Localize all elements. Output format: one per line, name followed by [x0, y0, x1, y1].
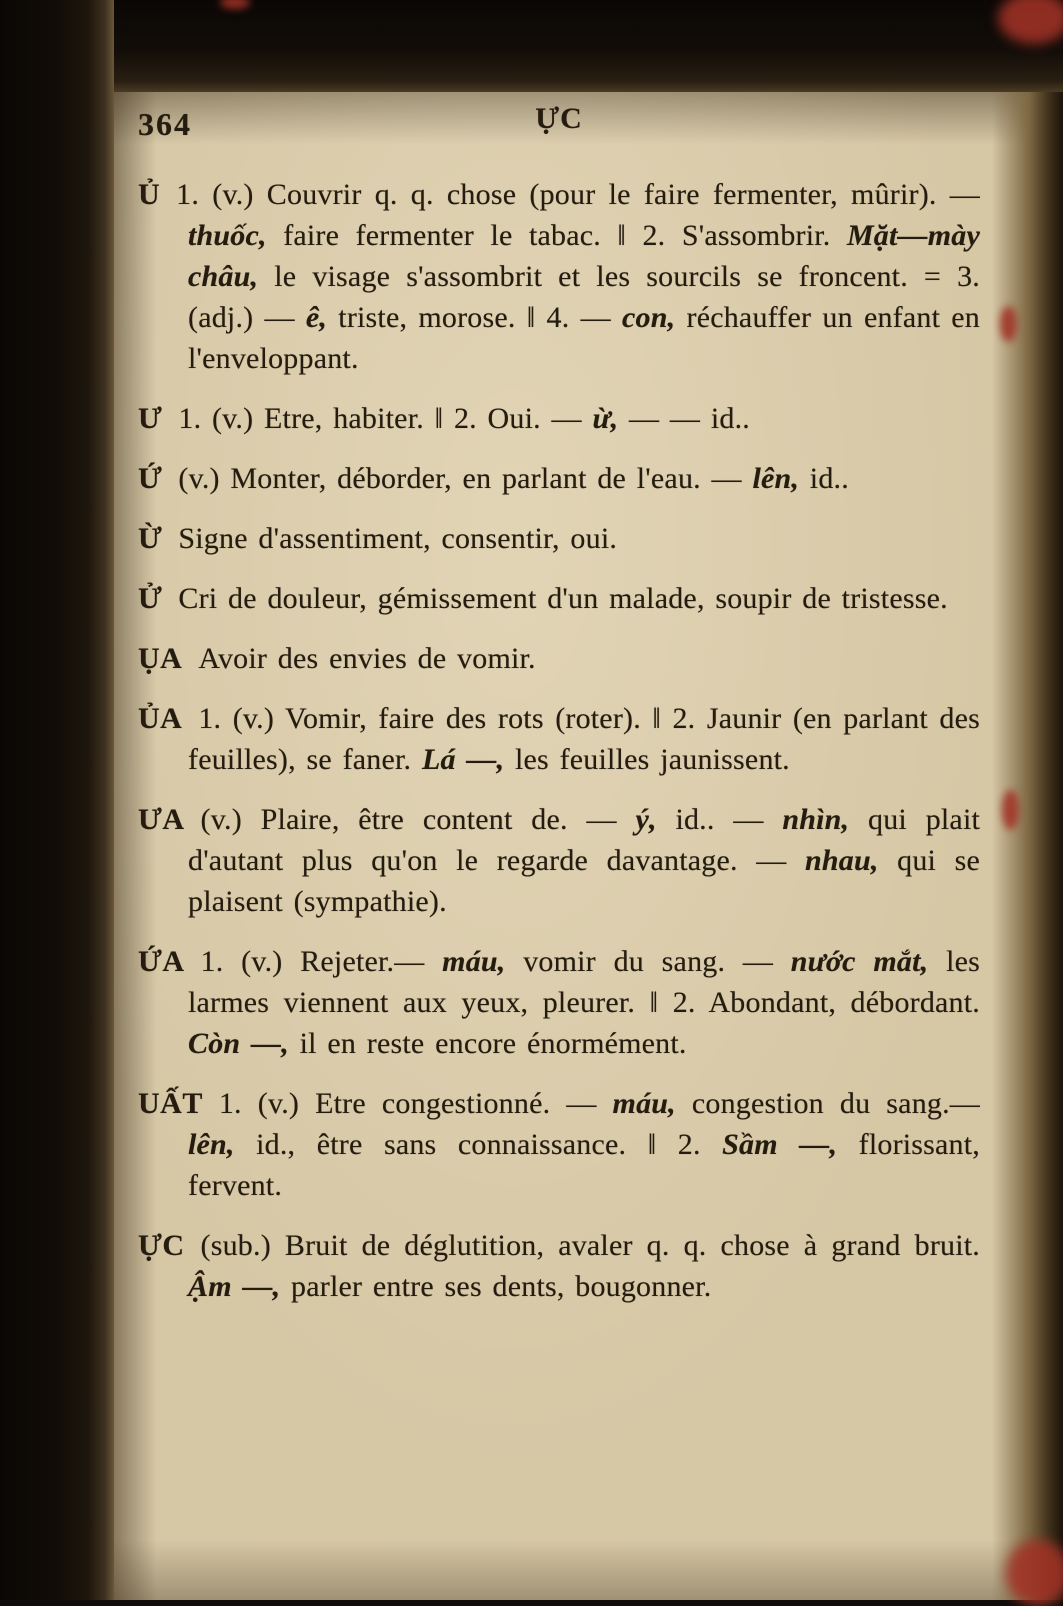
vietnamese-term: nhìn, [782, 803, 850, 836]
definition-text: Cri de douleur, gémissement d'un malade, soupir de tristesse. [178, 582, 948, 615]
page-edge-red-mark [1002, 790, 1019, 830]
definition-text: Signe d'assentiment, consentir, oui. [178, 522, 618, 555]
entry-headword: ỦA [138, 702, 183, 735]
definition-text: (v.) Monter, déborder, en parlant de l'eau. — [178, 462, 753, 495]
definition-text: qui plait d'autant plus qu'on le regarde davantage. — [188, 803, 981, 877]
page-edge-red-mark [1006, 1540, 1063, 1606]
entry-headword: ỤA [138, 642, 183, 675]
entry-headword: Ủ [138, 178, 161, 211]
definition-text: triste, morose. ‖ 4. — [327, 301, 623, 334]
entry-headword: ƯA [138, 803, 185, 836]
definition-text: parler entre ses dents, bougonner. [280, 1270, 712, 1303]
definition-text: faire fermenter le tabac. ‖ 2. S'assombrir. [266, 219, 847, 252]
definition-text: id.. [799, 462, 849, 495]
definition-text: congestion du sang.— [675, 1087, 981, 1120]
dictionary-entry [138, 518, 980, 559]
dictionary-entry [138, 638, 980, 679]
scan-border-left [0, 0, 114, 1600]
dictionary-entry [138, 941, 980, 1064]
definition-text: 1. (v.) Vomir, faire des rots (roter). ‖ 2. Jaunir (en parlant des feuilles), se faner. [188, 702, 980, 776]
page-number: 364 [138, 106, 192, 142]
vietnamese-term: Mặt—mày châu, [188, 219, 980, 293]
definition-text: 1. (v.) Couvrir q. q. chose (pour le faire fermenter, mûrir). — [176, 178, 980, 211]
vietnamese-term: Lá —, [421, 743, 505, 776]
vietnamese-term: Còn —, [188, 1027, 289, 1060]
page-header [138, 102, 980, 154]
vietnamese-term: ý, [635, 803, 657, 836]
definition-text: 1. (v.) Rejeter.— [200, 945, 443, 978]
vietnamese-term: ê, [305, 301, 328, 334]
dictionary-entry [138, 578, 980, 619]
dictionary-entry [138, 1083, 980, 1206]
vietnamese-term: nước mắt, [790, 945, 929, 978]
vietnamese-term: lên, [752, 462, 800, 495]
definition-text: id., être sans connaissance. ‖ 2. [234, 1128, 723, 1161]
running-head: ỰC [535, 102, 583, 135]
page-text-block [138, 102, 980, 1326]
entry-headword: UẤT [138, 1087, 203, 1120]
definition-text: qui se plaisent (sympathie). [188, 844, 980, 918]
dictionary-entry [138, 458, 980, 499]
definition-text: 1. (v.) Etre congestionné. — [218, 1087, 613, 1120]
definition-text: il en reste encore énormément. [288, 1027, 687, 1060]
vietnamese-term: thuốc, [188, 219, 267, 252]
vietnamese-term: lên, [188, 1128, 235, 1161]
dictionary-entry [138, 174, 980, 379]
vietnamese-term: con, [622, 301, 676, 334]
vietnamese-term: Sầm —, [722, 1128, 838, 1161]
definition-text: les feuilles jaunissent. [504, 743, 790, 776]
entry-headword: Ừ [138, 522, 163, 555]
entry-headword: ỰC [138, 1229, 185, 1262]
definition-text: id.. — [656, 803, 783, 836]
entry-headword: Ư [138, 402, 163, 435]
dictionary-entry [138, 698, 980, 780]
definition-text: le visage s'assombrit et les sourcils se froncent. = 3. (adj.) — [188, 260, 980, 334]
definition-text: 1. (v.) Etre, habiter. ‖ 2. Oui. — [178, 402, 593, 435]
vietnamese-term: ừ, [592, 402, 619, 435]
entry-headword: Ử [138, 582, 163, 615]
dictionary-entry [138, 398, 980, 439]
definition-text: vomir du sang. — [505, 945, 791, 978]
definition-text: (v.) Plaire, être content de. — [200, 803, 636, 836]
vietnamese-term: nhau, [805, 844, 879, 877]
vietnamese-term: máu, [442, 945, 506, 978]
scan-border-top [0, 0, 1063, 92]
entry-headword: ỨA [138, 945, 185, 978]
definition-text: (sub.) Bruit de déglutition, avaler q. q. chose à grand bruit. [200, 1229, 980, 1262]
dictionary-entry [138, 1225, 980, 1307]
definition-text: — — id.. [618, 402, 750, 435]
definition-text: les larmes viennent aux yeux, pleurer. ‖ 2. Abondant, débordant. [188, 945, 980, 1019]
vietnamese-term: Ậm —, [188, 1270, 281, 1303]
entries [138, 174, 980, 1307]
dictionary-entry [138, 799, 980, 922]
vietnamese-term: máu, [612, 1087, 676, 1120]
entry-headword: Ứ [138, 462, 163, 495]
page-edge-red-mark [1000, 306, 1017, 342]
definition-text: florissant, fervent. [188, 1128, 980, 1202]
definition-text: Avoir des envies de vomir. [198, 642, 536, 675]
definition-text: réchauffer un enfant en l'enveloppant. [188, 301, 980, 375]
